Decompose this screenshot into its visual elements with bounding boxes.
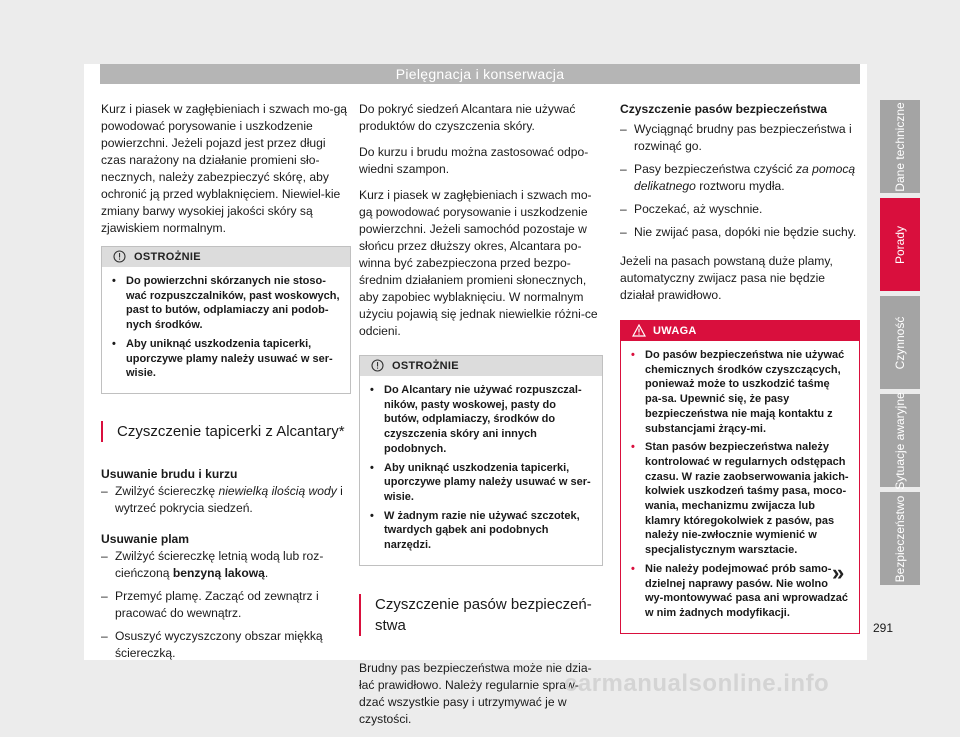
paragraph: Jeżeli na pasach powstaną duże plamy, automatyczny zwijacz pasa nie będzie działał prawidłowo. bbox=[620, 254, 833, 302]
tab-dane-techniczne[interactable]: Dane techniczne bbox=[880, 100, 920, 193]
list-item: – Osuszyć wyczyszczony obszar miękką ściereczką. bbox=[101, 628, 323, 660]
tab-bezpieczenstwo[interactable]: Bezpieczeństwo bbox=[880, 492, 920, 585]
subheading-dirt: Usuwanie brudu i kurzu bbox=[101, 466, 238, 481]
warning-title: UWAGA bbox=[653, 325, 697, 337]
paragraph: Kurz i piasek w zagłębieniach i szwach mo-gą powodować porysowanie i uszkodzenie powierzchni. Jeżeli samochód pozostaje w słońcu przez dłuższy okres, Alcantara po-winna być zabezpieczona przed bezpo-średnim działaniem promieni słonecznych, aby zapobiec wyblaknięciu. W normalnym użyciu pojawią się jednak niewielkie różni-ce odcieni. bbox=[359, 188, 598, 338]
caution-item: • Aby uniknąć uszkodzenia tapicerki, uporczywe plamy należy usuwać w ser-wisie. bbox=[370, 461, 591, 503]
list-item: – Wyciągnąć brudny pas bezpieczeństwa i rozwinąć go. bbox=[620, 122, 852, 153]
caution-box bbox=[101, 246, 351, 394]
section-title-alcantara: Czyszczenie tapicerki z Alcantary* bbox=[101, 421, 351, 442]
tab-czynnosc[interactable]: Czynność bbox=[880, 296, 920, 389]
list-item: – Poczekać, aż wyschnie. bbox=[620, 202, 763, 216]
warning-item: • Stan pasów bezpieczeństwa należy kontrolować w regularnych odstępach czasu. W razie zaobserwowania jakich-kolwiek uszkodzeń taśmy pasa, moco-wania, mechanizmu zwijacza lub klamry któregokolwiek z pasów, pas należy nie-zwłocznie wymienić w specjalistycznym warsztacie. bbox=[631, 441, 849, 557]
warning-item: • Nie należy podejmować prób samo-dzielnej naprawy pasów. Nie wolno wy-montowywać pasa ani wprowadzać w nim żadnych modyfikacji. bbox=[631, 562, 848, 619]
caution-body bbox=[360, 376, 602, 565]
caution-header bbox=[360, 356, 602, 376]
column-2 bbox=[359, 101, 603, 737]
caution-item: • Do Alcantary nie używać rozpuszczal-ników, pasty woskowej, pasty do butów, odplamiaczy, środków do czyszczenia skóry ani innych podobnych. bbox=[370, 384, 582, 455]
caution-header bbox=[102, 247, 350, 267]
caution-title: OSTROŻNIE bbox=[392, 360, 459, 372]
column-1 bbox=[101, 101, 351, 668]
caution-item: • Do powierzchni skórzanych nie stoso-wać rozpuszczalników, past woskowych, past to butów, odplamiaczy ani podob-nych środków. bbox=[112, 275, 340, 332]
page-number: 291 bbox=[873, 621, 894, 635]
list-item: – Zwilżyć ściereczkę niewielką ilością wody i wytrzeć pokrycia siedzeń. bbox=[101, 483, 343, 515]
warning-triangle-icon bbox=[632, 324, 646, 344]
caution-body bbox=[102, 267, 350, 393]
warning-body bbox=[621, 341, 859, 633]
subheading-seatbelts: Czyszczenie pasów bezpieczeństwa bbox=[620, 102, 828, 116]
paragraph: Do kurzu i brudu można zastosować odpo-wiedni szampon. bbox=[359, 145, 589, 176]
column-3 bbox=[620, 101, 860, 634]
warning-box bbox=[620, 320, 860, 634]
list-item: – Zwilżyć ściereczkę letnią wodą lub roz-cieńczoną benzyną lakową. bbox=[101, 548, 324, 580]
list-item: – Nie zwijać pasa, dopóki nie będzie suchy. bbox=[620, 225, 857, 239]
section-title-seatbelts: Czyszczenie pasów bezpieczeń-stwa bbox=[359, 594, 603, 636]
caution-item: • Aby uniknąć uszkodzenia tapicerki, uporczywe plamy należy usuwać w ser-wisie. bbox=[112, 337, 333, 380]
caution-item: • W żadnym razie nie używać szczotek, twardych gąbek ani podobnych narzędzi. bbox=[370, 509, 580, 552]
paragraph: Kurz i piasek w zagłębieniach i szwach mo-gą powodować porysowanie i uszkodzenie powierzchni. Jeżeli pojazd jest przez długi czas narażony na działanie promieni sło-necznych, należy zabezpieczyć skórę, aby ochronić ją przed wyblaknięciem. Niewiel-kie zmiany barwy wysokiej jakości skóry są zjawiskiem normalnym. bbox=[101, 102, 348, 235]
info-circle-icon bbox=[371, 359, 384, 379]
subheading-stains: Usuwanie plam bbox=[101, 531, 190, 546]
tab-sytuacje-awaryjne[interactable]: Sytuacje awaryjne bbox=[880, 394, 920, 487]
list-item: – Przemyć plamę. Zacząć od zewnątrz i pracować do wewnątrz. bbox=[101, 588, 319, 620]
tab-porady[interactable]: Porady bbox=[880, 198, 920, 291]
warning-item: • Do pasów bezpieczeństwa nie używać chemicznych środków czyszczących, ponieważ może to uszkodzić taśmę pa-sa. Upewnić się, że pasy bezpieczeństwa nie mają kontaktu z substancjami żrący-mi. bbox=[631, 349, 845, 435]
caution-title: OSTROŻNIE bbox=[134, 251, 201, 263]
paragraph: Brudny pas bezpieczeństwa może nie dzia-łać prawidłowo. Należy regularnie spraw-dzać wszystkie pasy i utrzymywać je w czystości. bbox=[359, 660, 592, 726]
paragraph: Do pokryć siedzeń Alcantara nie używać produktów do czyszczenia skóry. bbox=[359, 102, 576, 133]
watermark: carmanualsonline.info bbox=[564, 670, 830, 697]
caution-box bbox=[359, 355, 603, 566]
page-header: Pielęgnacja i konserwacja bbox=[100, 64, 860, 84]
info-circle-icon bbox=[113, 250, 126, 270]
list-item: – Pasy bezpieczeństwa czyścić za pomocą delikatnego roztworu mydła. bbox=[620, 162, 856, 193]
continued-marker: » bbox=[832, 560, 845, 585]
warning-header bbox=[621, 321, 859, 341]
